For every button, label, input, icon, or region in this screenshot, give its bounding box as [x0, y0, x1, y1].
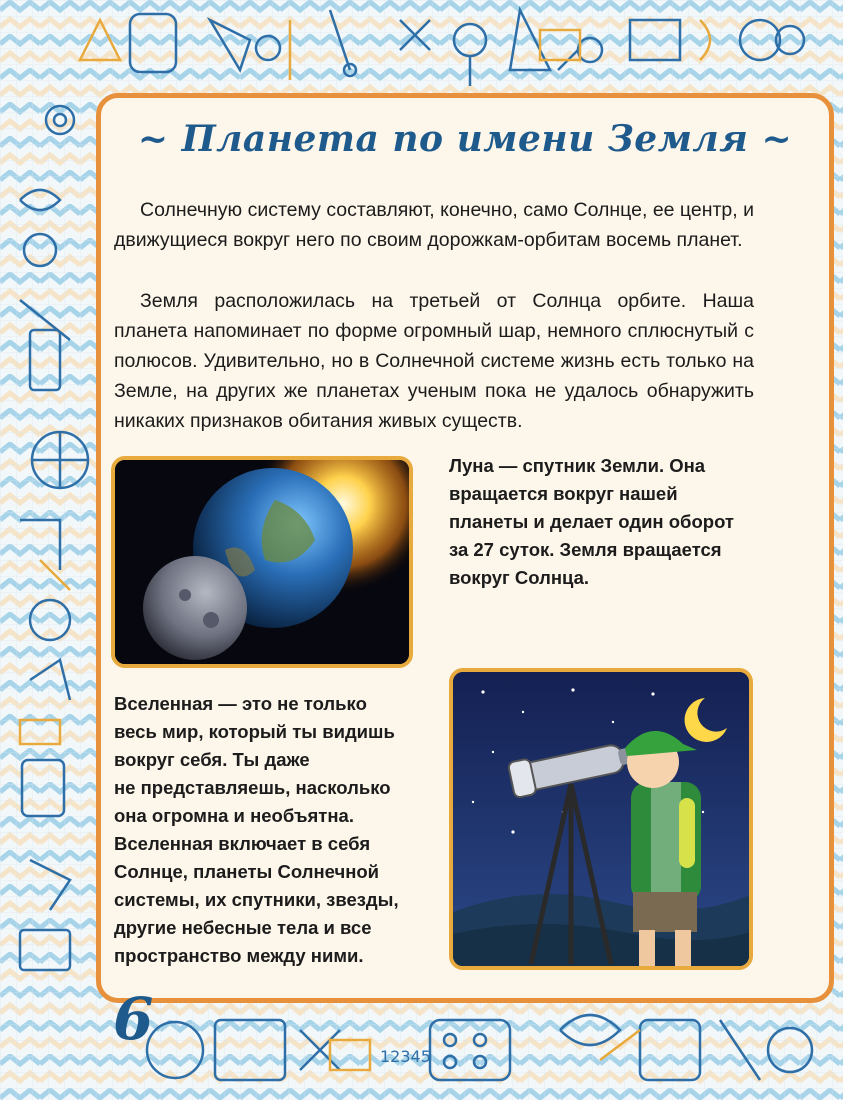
page-number: 6 [113, 985, 154, 1053]
ruler-number: 12345 [380, 1047, 431, 1066]
paragraph-earth: Земля расположилась на третьей от Солнца орбите. Наша планета напоминает по форме огромный шар, немного сплюснутый с полюсов. Удивительно, но в Солнечной системе жизнь есть только на Земле, на других же планетах ученым пока не удалось обнаружить никаких признаков обитания живых существ. [114, 290, 754, 432]
telescope-boy-illustration [449, 668, 753, 970]
caption-moon: Луна — спутник Земли. Она вращается вокруг нашей планеты и делает один оборот за 27 суток. Земля вращается вокруг Солнца. [449, 455, 734, 588]
earth-moon-illustration [111, 456, 413, 668]
page-title: ~ Планета по имени Земля ~ [137, 118, 793, 160]
paragraph-solar-system: Солнечную систему составляют, конечно, само Солнце, ее центр, и движущиеся вокруг него по своим дорожкам-орбитам восемь планет. [114, 199, 754, 251]
caption-universe: Вселенная — это не только весь мир, который ты видишь вокруг себя. Ты даже не представляешь, насколько она огромна и необъятна. Вселенная включает в себя Солнце, планеты Солнечной системы, их спутники, звезды, другие небесные тела и все пространство между ними. [114, 693, 399, 966]
